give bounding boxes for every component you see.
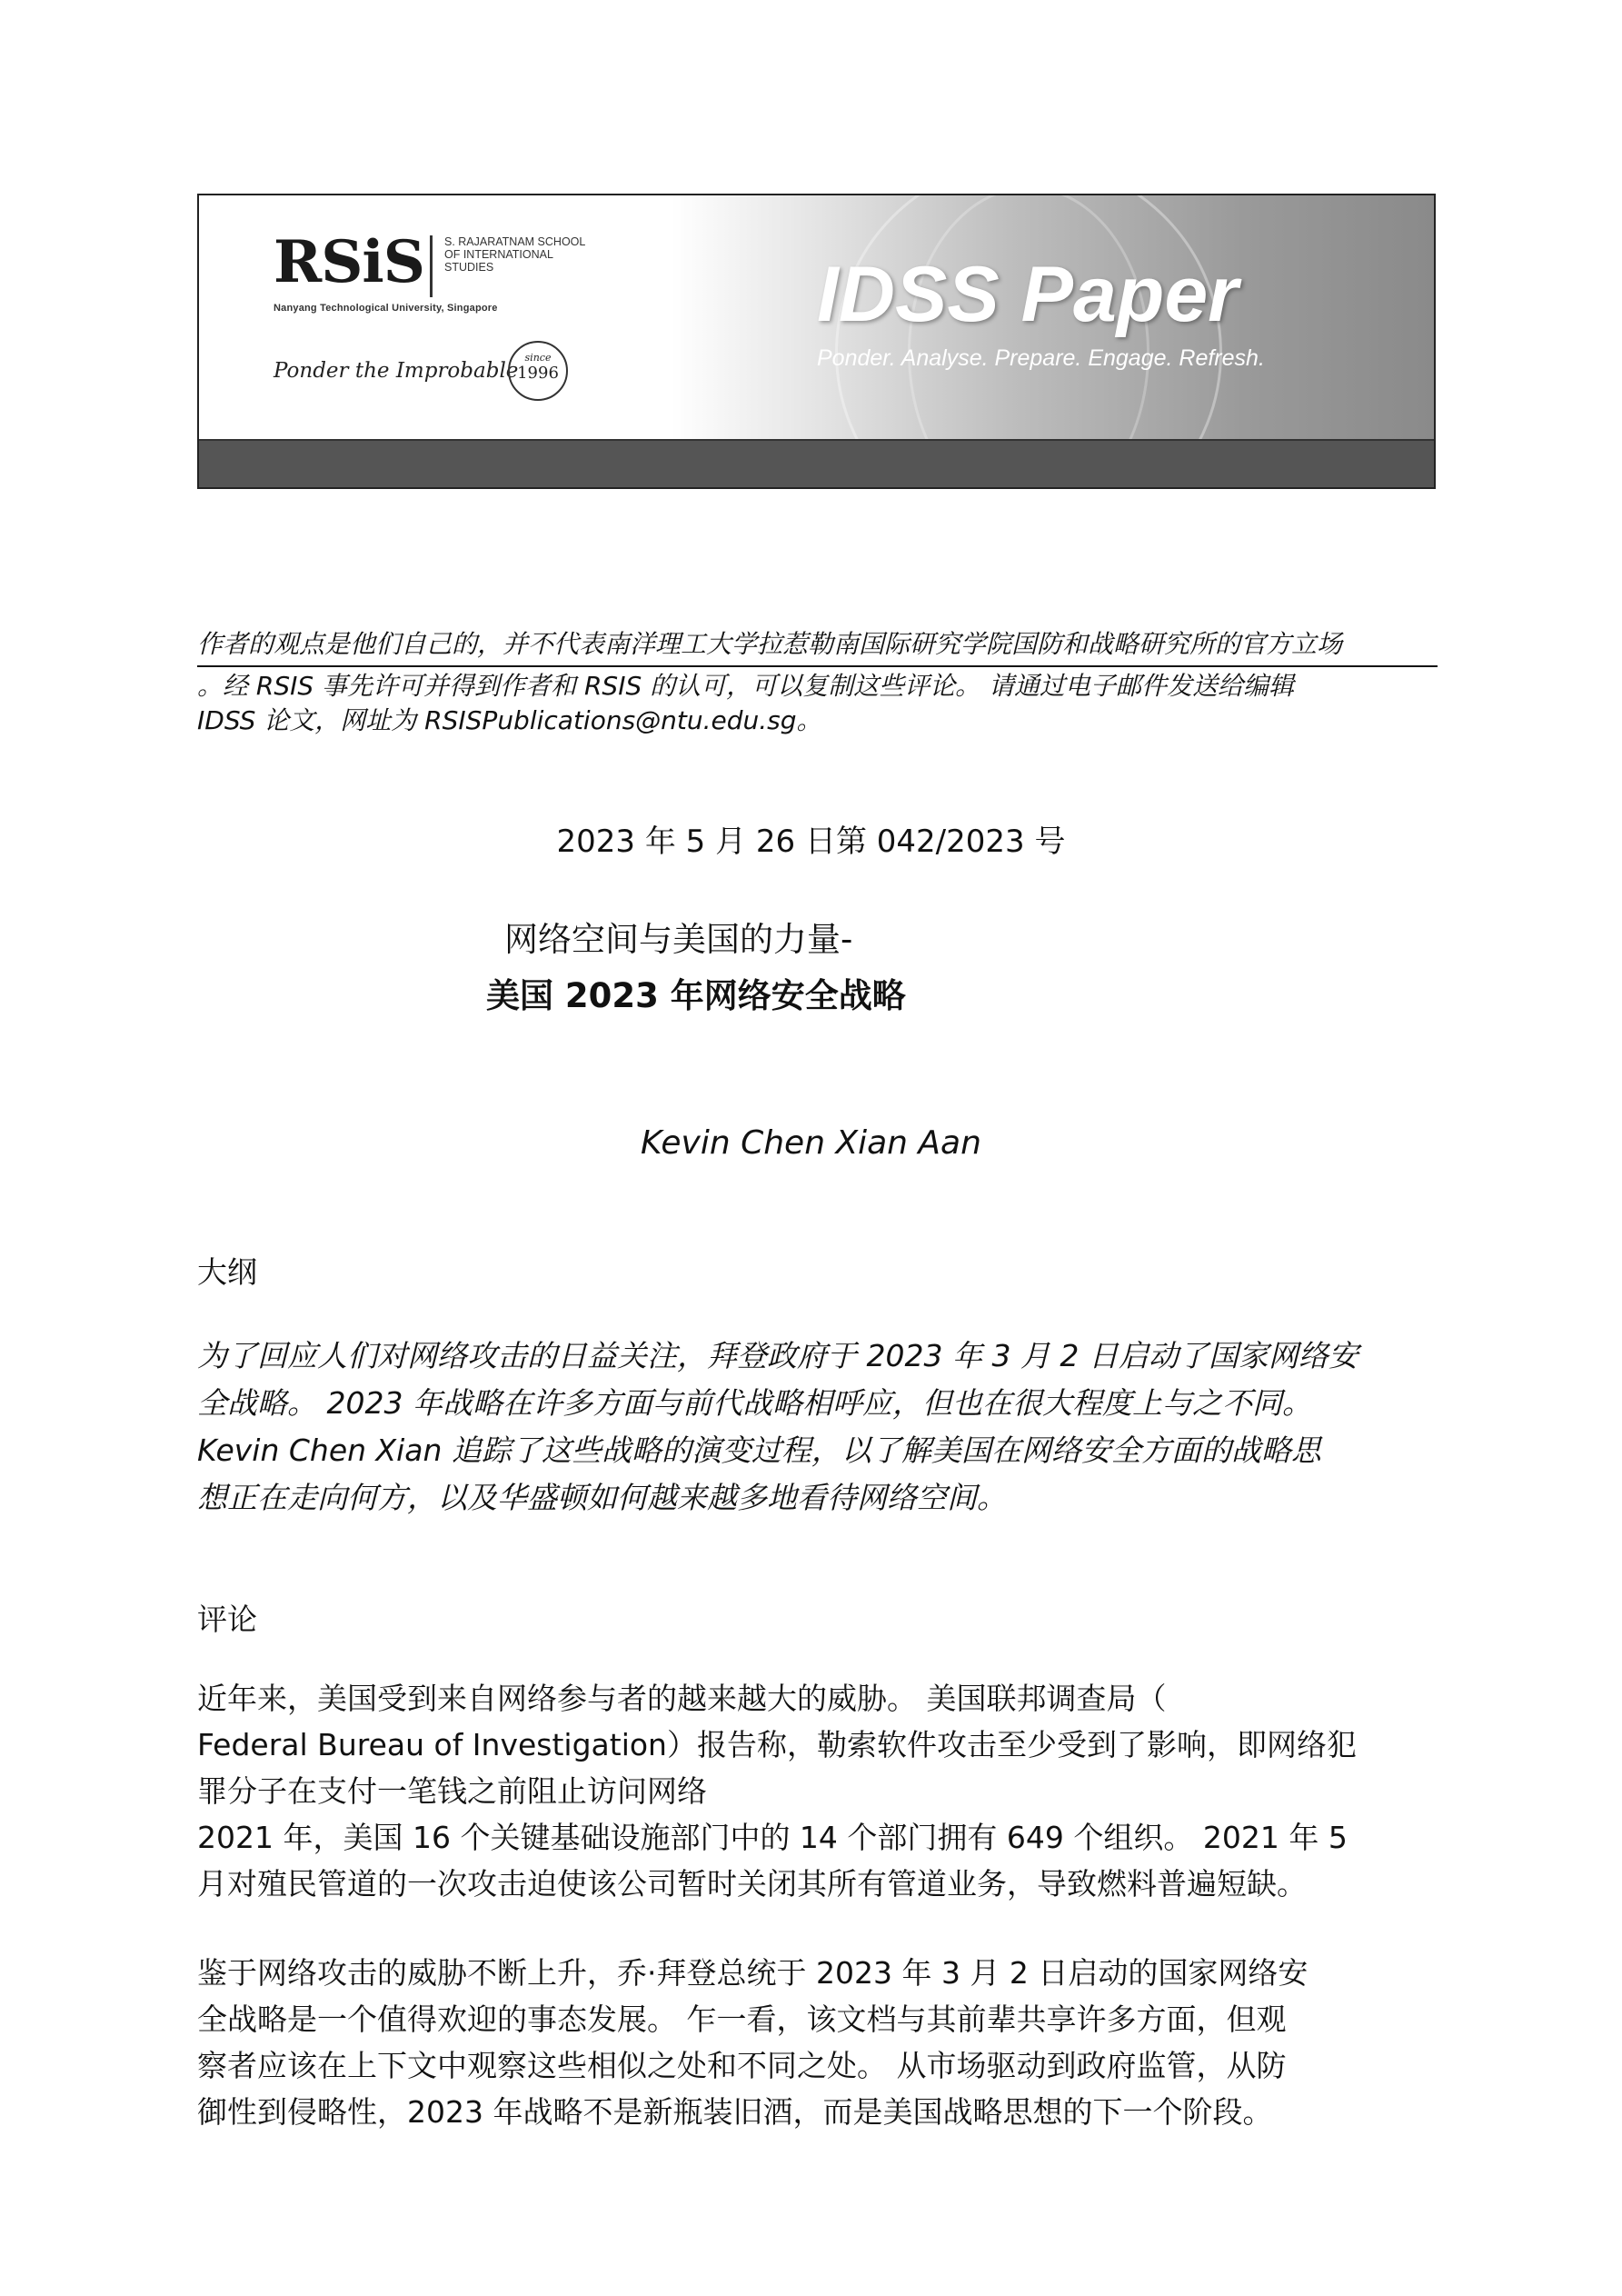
paper-title (486, 912, 906, 1024)
logo-divider (430, 235, 433, 297)
synopsis-line: 为了回应人们对网络攻击的日益关注，拜登政府于 2023 年 3 月 2 日启动了国家网络安 (197, 1338, 1358, 1373)
motto: Ponder the Improbable (274, 359, 519, 383)
paper-series-title: IDSS Paper (817, 251, 1239, 338)
rsis-logo-panel (199, 195, 672, 439)
idss-banner (197, 194, 1436, 489)
paragraph-line: 近年来，美国受到来自网络参与者的越来越大的威胁。 美国联邦调查局（ (197, 1681, 1167, 1716)
commentary-paragraph-2 (197, 1950, 1460, 2135)
commentary-paragraph-1 (197, 1675, 1460, 1907)
school-name: S. RAJARATNAM SCHOOL OF INTERNATIONAL STUDIES (444, 235, 585, 274)
paragraph-line: 全战略是一个值得欢迎的事态发展。 乍一看，该文档与其前辈共享许多方面，但观 (197, 2002, 1287, 2037)
paragraph-line: 月对殖民管道的一次攻击迫使该公司暂时关闭其所有管道业务，导致燃料普遍短缺。 (197, 1866, 1307, 1902)
commentary-heading: 评论 (197, 1602, 257, 1637)
paragraph-line: 鉴于网络攻击的威胁不断上升，乔·拜登总统于 2023 年 3 月 2 日启动的国家网络安 (197, 1955, 1309, 1991)
paragraph-line: 罪分子在支付一笔钱之前阻止访问网络 (197, 1773, 707, 1809)
synopsis-line: 想正在走向何方，以及华盛顿如何越来越多地看待网络空间。 (197, 1480, 1007, 1515)
synopsis-heading: 大纲 (197, 1254, 257, 1290)
synopsis-line: 全战略。 2023 年战略在许多方面与前代战略相呼应，但也在很大程度上与之不同。 (197, 1385, 1312, 1421)
since-year: 1996 (517, 364, 559, 383)
author-name: Kevin Chen Xian Aan (641, 1124, 981, 1162)
university-name: Nanyang Technological University, Singapore (274, 303, 498, 314)
paragraph-line: 2021 年，美国 16 个关键基础设施部门中的 14 个部门拥有 649 个组织。 2021 年 5 (197, 1820, 1348, 1855)
issue-dateline: 2023 年 5 月 26 日第 042/2023 号 (556, 824, 1066, 860)
synopsis-line: Kevin Chen Xian 追踪了这些战略的演变过程，以了解美国在网络安全方面的战略思 (197, 1433, 1321, 1468)
title-line-2: 美国 2023 年网络安全战略 (486, 976, 906, 1015)
disclaimer-line: 作者的观点是他们自己的，并不代表南洋理工大学拉惹勒南国际研究学院国防和战略研究所的官方立场 (197, 627, 1438, 667)
since-seal (508, 341, 568, 401)
disclaimer (197, 627, 1438, 738)
banner-bottom-strip (199, 439, 1434, 487)
synopsis-text (197, 1333, 1460, 1522)
disclaimer-line: IDSS 论文，网址为 RSISPublications@ntu.edu.sg。 (197, 705, 822, 735)
since-label: since (524, 352, 552, 364)
title-line-1: 网络空间与美国的力量- (504, 920, 853, 959)
paragraph-line: 御性到侵略性，2023 年战略不是新瓶装旧酒，而是美国战略思想的下一个阶段。 (197, 2094, 1273, 2130)
paragraph-line: Federal Bureau of Investigation）报告称，勒索软件攻击至少受到了影响，即网络犯 (197, 1727, 1357, 1762)
rsis-logo: RSiS (274, 228, 424, 296)
paragraph-line: 察者应该在上下文中观察这些相似之处和不同之处。 从市场驱动到政府监管，从防 (197, 2048, 1287, 2083)
disclaimer-line: 。经 RSIS 事先许可并得到作者和 RSIS 的认可，可以复制这些评论。 请通过电子邮件发送给编辑 (197, 671, 1295, 701)
series-tagline: Ponder. Analyse. Prepare. Engage. Refresh. (817, 345, 1265, 371)
